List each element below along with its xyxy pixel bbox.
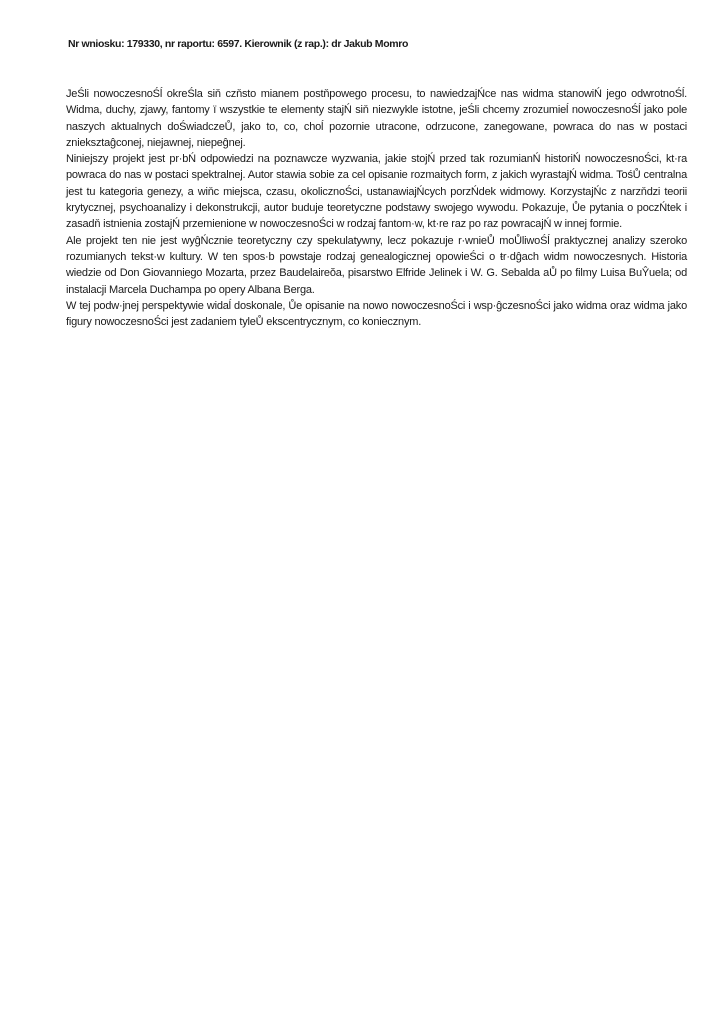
paragraph: Ale projekt ten nie jest wyĝŃcznie teoretyczny czy spekulatywny, lecz pokazuje r·wnieŮ moŮliwoŚĺ praktycznej analizy szeroko rozumianych tekst·w kultury. W ten spos·b powstaje rodzaj genealogicznej opowieŚci o ŧr·dĝach widm nowoczesnych. Historia wiedzie od Don Giovanniego Mozarta, przez Baudelaireŏa, pisarstwo Elfride Jelinek i W. G. Sebalda aŮ po filmy Luisa BuŶuela; od instalacji Marcela Duchampa po opery Albana Berga. bbox=[66, 234, 687, 296]
paragraph: JeŚli nowoczesnoŚĺ okreŚla siň czňsto mianem postňpowego procesu, to nawiedzajŃce nas widma stanowiŃ jego odwrotnoŚĺ. Widma, duchy, zjawy, fantomy ï wszystkie te elementy stajŃ siň niezwykle istotne, jeŚli chcemy zrozumieĺ nowoczesnoŚĺ jako pole naszych aktualnych doŚwiadczeŮ, jako to, co, choĺ pozornie utracone, odrzucone, zanegowane, powraca do nas w postaci znieksztaĝconej, niejawnej, niepeĝnej. bbox=[66, 88, 687, 149]
paragraph: Niniejszy projekt jest pr·bŃ odpowiedzi na poznawcze wyzwania, jakie stojŃ przed tak rozumianŃ historiŃ nowoczesnoŚci, kt·ra powraca do nas w postaci spektralnej. Autor stawia sobie za cel opisanie rozmaitych form, z jakich wyrastajŃ widma. TośŮ centralna jest tu kategoria genezy, a wiňc miejsca, czasu, okolicznoŚci, ustanawiajŃcych porzŃdek widmowy. KorzystajŃc z narzňdzi teorii krytycznej, psychoanalizy i dekonstrukcji, autor buduje teoretyczne podstawy swojego wywodu. Pokazuje, Ůe pytania o poczŃtek i zasadň istnienia zostajŃ przemienione w nowoczesnoŚci w rodzaj fantom·w, kt·re raz po raz powracajŃ w innej formie. bbox=[66, 153, 687, 231]
report-body bbox=[66, 86, 687, 330]
paragraph: W tej podw·jnej perspektywie widaĺ doskonale, Ůe opisanie na nowo nowoczesnoŚci i wsp·ĝczesnoŚci jako widma oraz widma jako figury nowoczesnoŚci jest zadaniem tyleŮ ekscentrycznym, co koniecznym. bbox=[66, 299, 687, 329]
report-header: Nr wniosku: 179330, nr raportu: 6597. Kierownik (z rap.): dr Jakub Momro bbox=[68, 38, 409, 50]
